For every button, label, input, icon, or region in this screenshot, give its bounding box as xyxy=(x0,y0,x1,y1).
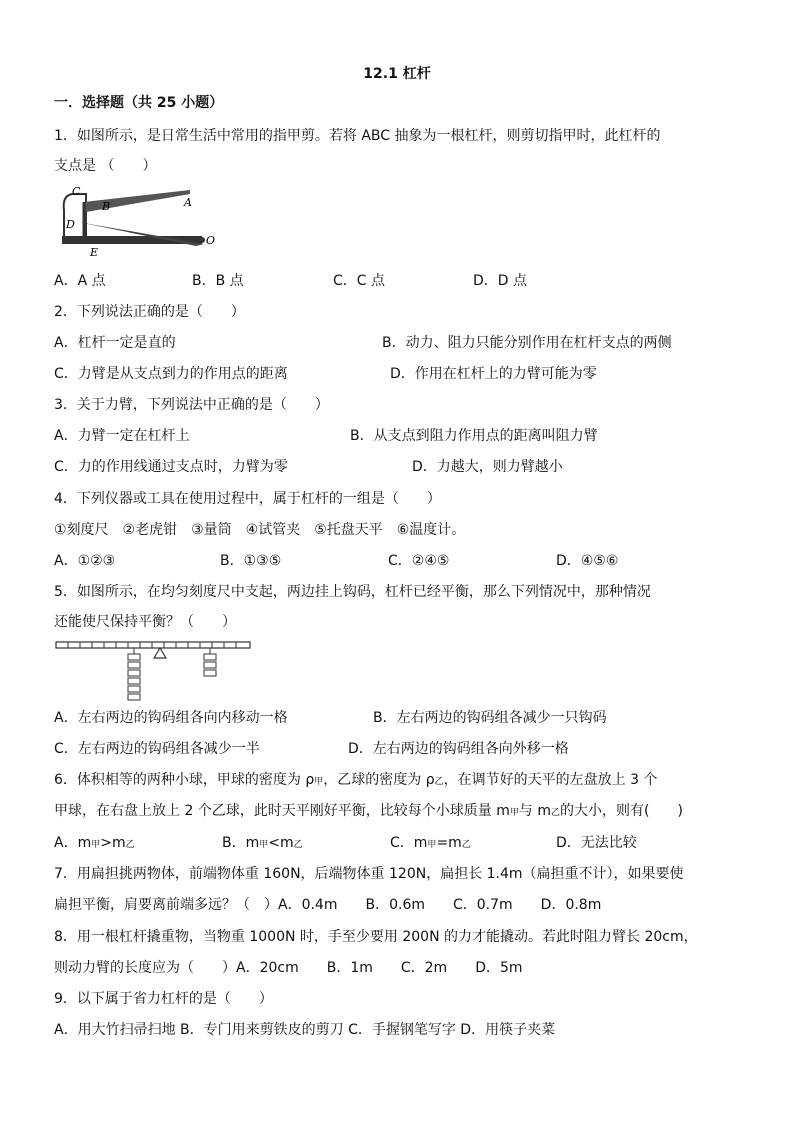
q1-option-b[interactable]: B．B 点 xyxy=(192,273,244,289)
q2-option-b[interactable]: B．动力、阻力只能分别作用在杠杆支点的两侧 xyxy=(382,335,672,351)
question-5-stem: 5．如图所示，在均匀刻度尺中支起，两边挂上钩码，杠杆已经平衡，那么下列情况中，那种情况 xyxy=(54,584,651,600)
question-2-stem: 2．下列说法正确的是（ ） xyxy=(54,304,245,320)
question-6-stem-cont: 甲球，在右盘上放上 2 个乙球，此时天平刚好平衡，比较每个小球质量 m甲与 m乙的大小，则有( ) xyxy=(54,803,683,819)
question-7-stem-cont: 扁担平衡，肩要离前端多远？（ ）A．0.4m B．0.6m C．0.7m D．0.8m xyxy=(54,897,602,913)
q5-option-a[interactable]: A．左右两边的钩码组各向内移动一格 xyxy=(54,710,288,726)
q4-option-c[interactable]: C．②④⑤ xyxy=(388,553,450,569)
q2-option-c[interactable]: C．力臂是从支点到力的作用点的距离 xyxy=(54,366,288,382)
q3-option-a[interactable]: A．力臂一定在杠杆上 xyxy=(54,428,190,444)
q6-option-d[interactable]: D．无法比较 xyxy=(556,835,637,851)
q5-option-c[interactable]: C．左右两边的钩码组各减少一半 xyxy=(54,741,260,757)
question-8-stem-cont: 则动力臂的长度应为（ ）A．20cm B．1m C．2m D．5m xyxy=(54,960,523,976)
q2-option-d[interactable]: D．作用在杠杆上的力臂可能为零 xyxy=(390,366,597,382)
q3-option-b[interactable]: B．从支点到阻力作用点的距离叫阻力臂 xyxy=(350,428,598,444)
page-title: 12.1 杠杆 xyxy=(363,66,431,82)
label-e: E xyxy=(90,246,99,258)
question-5-stem-cont: 还能使尺保持平衡？（ ） xyxy=(54,614,236,630)
label-d: D xyxy=(66,218,75,231)
question-3-stem: 3．关于力臂，下列说法中正确的是（ ） xyxy=(54,397,329,413)
question-7-stem: 7．用扁担挑两物体，前端物体重 160N，后端物体重 120N，扁担长 1.4m（扁担重不计），如果要使 xyxy=(54,866,684,882)
label-b: B xyxy=(102,200,111,213)
label-a: A xyxy=(184,196,192,209)
q4-option-d[interactable]: D．④⑤⑥ xyxy=(556,553,619,569)
question-1-stem: 1．如图所示，是日常生活中常用的指甲剪。若将 ABC 抽象为一根杠杆，则剪切指甲时，此杠杆的 xyxy=(54,128,661,144)
question-1-stem-cont: 支点是 （ ） xyxy=(54,158,157,174)
q4-option-a[interactable]: A．①②③ xyxy=(54,553,116,569)
q1-option-d[interactable]: D．D 点 xyxy=(473,273,528,289)
q1-option-a[interactable]: A．A 点 xyxy=(54,273,106,289)
q6-option-c[interactable]: C．m甲=m乙 xyxy=(390,835,471,851)
nail-clipper-figure xyxy=(56,182,226,258)
label-o: O xyxy=(206,234,216,247)
q3-option-c[interactable]: C．力的作用线通过支点时，力臂为零 xyxy=(54,459,288,475)
question-9-stem: 9．以下属于省力杠杆的是（ ） xyxy=(54,991,273,1007)
question-8-stem: 8．用一根杠杆撬重物，当物重 1000N 时，手至少要用 200N 的力才能撬动。若此时阻力臂长 20cm， xyxy=(54,929,698,945)
q5-option-b[interactable]: B．左右两边的钩码组各减少一只钩码 xyxy=(373,710,607,726)
q3-option-d[interactable]: D．力越大，则力臂越小 xyxy=(412,459,563,475)
lever-ruler-figure xyxy=(54,640,254,704)
q9-options: A．用大竹扫帚扫地 B．专门用来剪铁皮的剪刀 C．手握钢笔写字 D．用筷子夹菜 xyxy=(54,1022,556,1038)
question-4-items: ①刻度尺 ②老虎钳 ③量筒 ④试管夹 ⑤托盘天平 ⑥温度计。 xyxy=(54,522,466,538)
q6-option-b[interactable]: B．m甲<m乙 xyxy=(222,835,303,851)
q2-option-a[interactable]: A．杠杆一定是直的 xyxy=(54,335,176,351)
question-6-stem: 6．体积相等的两种小球，甲球的密度为 ρ甲，乙球的密度为 ρ乙，在调节好的天平的左盘放上 3 个 xyxy=(54,772,658,788)
question-4-stem: 4．下列仪器或工具在使用过程中，属于杠杆的一组是（ ） xyxy=(54,491,441,507)
q4-option-b[interactable]: B．①③⑤ xyxy=(220,553,282,569)
q1-option-c[interactable]: C．C 点 xyxy=(333,273,386,289)
q6-option-a[interactable]: A．m甲>m乙 xyxy=(54,835,135,851)
section-heading: 一．选择题（共 25 小题） xyxy=(54,95,224,111)
label-c: C xyxy=(72,185,81,198)
q5-option-d[interactable]: D．左右两边的钩码组各向外移一格 xyxy=(348,741,569,757)
